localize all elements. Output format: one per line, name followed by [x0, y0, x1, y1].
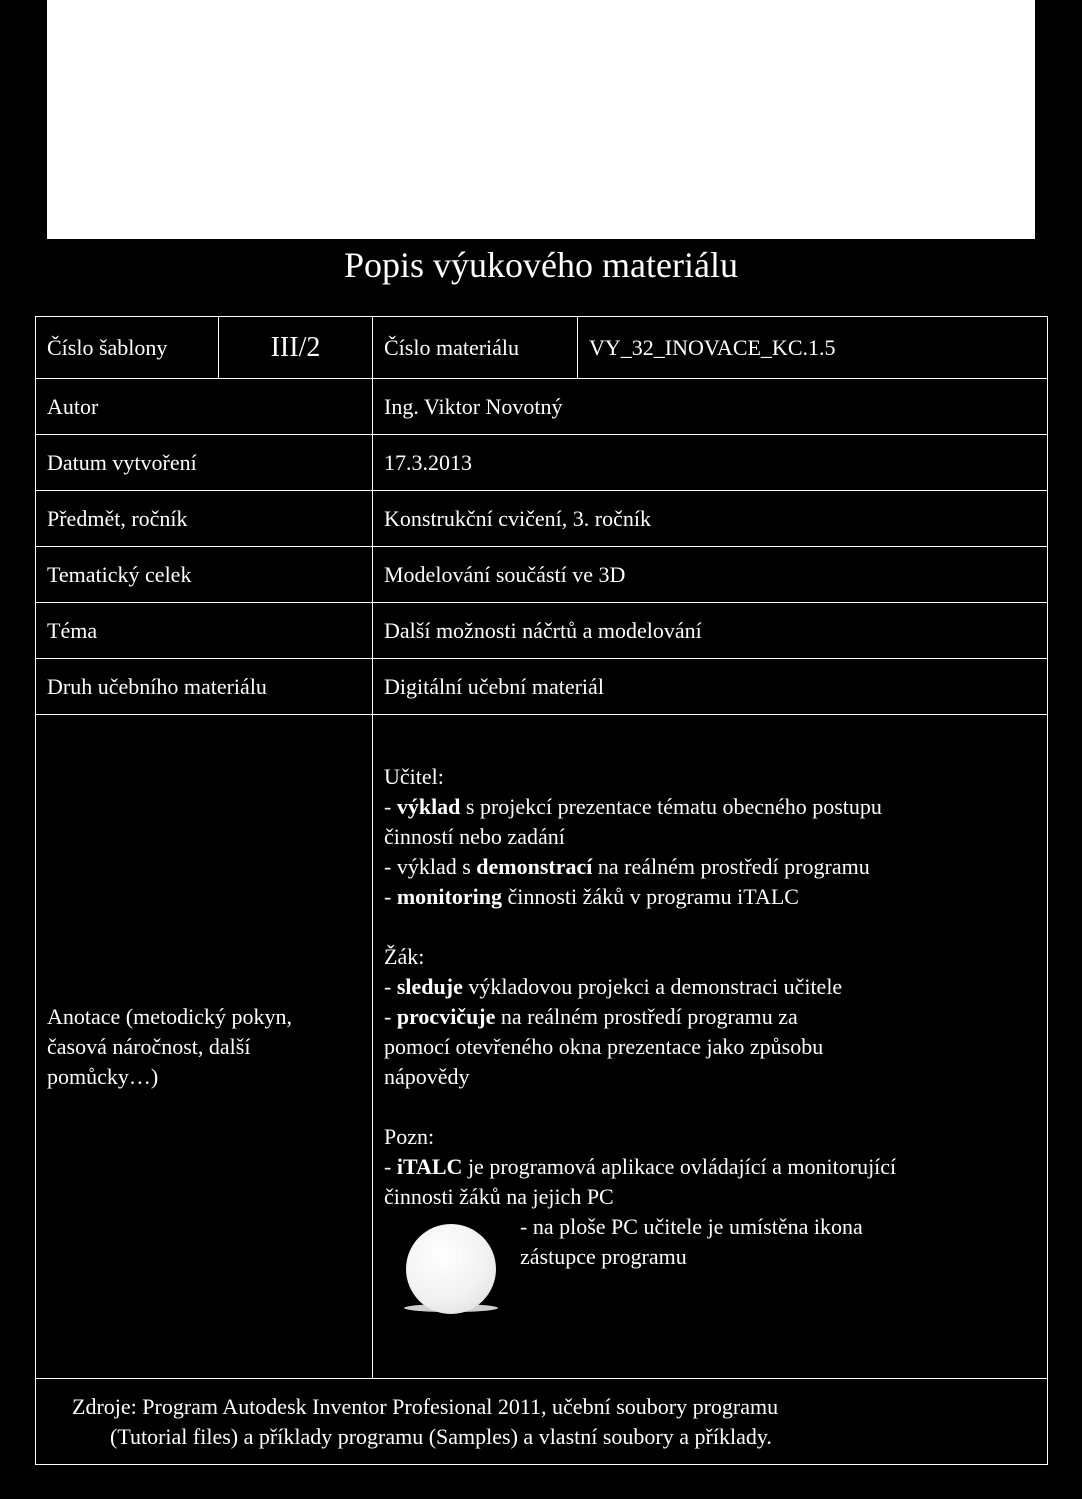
item-keyword: výklad: [396, 793, 461, 819]
student-item-continued: nápovědy: [384, 1063, 470, 1089]
item-keyword: procvičuje: [396, 1003, 496, 1029]
note-item: [384, 1152, 1036, 1182]
annotation-content: [373, 715, 1048, 1379]
item-text: s projekcí prezentace tématu obecného postupu: [460, 793, 882, 819]
student-heading: Žák:: [384, 943, 425, 969]
material-description-table: [35, 316, 1048, 1465]
table-row-template: [36, 317, 1048, 379]
student-item: [384, 972, 1036, 1002]
note-item: - na ploše PC učitele je umístěna ikona: [520, 1213, 863, 1239]
note-heading: Pozn:: [384, 1123, 435, 1149]
item-prefix: -: [384, 793, 397, 819]
student-item-continued: pomocí otevřeného okna prezentace jako způsobu: [384, 1033, 824, 1059]
row-label-subject: Předmět, ročník: [36, 491, 373, 547]
note-item-continued: zástupce programu: [520, 1243, 687, 1269]
item-text: na reálném prostředí programu: [592, 853, 870, 879]
item-text: výkladovou projekci a demonstraci učitele: [462, 973, 843, 999]
annotation-label-line: časová náročnost, další: [47, 1033, 251, 1059]
template-number-label: Číslo šablony: [36, 317, 219, 379]
student-item: [384, 1002, 1036, 1032]
sources-line: (Tutorial files) a příklady programu (Samples) a vlastní soubory a příklady.: [110, 1423, 772, 1449]
item-prefix: -: [384, 883, 397, 909]
item-text: na reálném prostředí programu za: [495, 1003, 798, 1029]
row-label-theme: Téma: [36, 603, 373, 659]
teacher-item-continued: činností nebo zadání: [384, 823, 565, 849]
row-label-material-type: Druh učebního materiálu: [36, 659, 373, 715]
sources-line: Zdroje: Program Autodesk Inventor Profesional 2011, učební soubory programu: [72, 1393, 779, 1419]
material-number-value: VY_32_INOVACE_KC.1.5: [578, 317, 1048, 379]
row-value-topic-unit: Modelování součástí ve 3D: [373, 547, 1048, 603]
table-row: [36, 659, 1048, 715]
table-row-sources: [36, 1379, 1048, 1465]
note-item-continued: činnosti žáků na jejich PC: [384, 1183, 614, 1209]
teacher-item: [384, 852, 1036, 882]
row-value-material-type: Digitální učební materiál: [373, 659, 1048, 715]
item-keyword: sleduje: [396, 973, 463, 999]
page-title: Popis výukového materiálu: [344, 245, 738, 285]
sources-cell: [36, 1379, 1048, 1465]
teacher-heading: Učitel:: [384, 763, 444, 789]
table-row: [36, 491, 1048, 547]
annotation-label: [36, 715, 373, 1379]
row-value-date: 17.3.2013: [373, 435, 1048, 491]
icon-note-block: [384, 1212, 1036, 1332]
table-row: [36, 379, 1048, 435]
row-label-author: Autor: [36, 379, 373, 435]
item-prefix: -: [384, 973, 397, 999]
item-text: je programová aplikace ovládající a monitorující: [462, 1153, 897, 1179]
row-value-subject: Konstrukční cvičení, 3. ročník: [373, 491, 1048, 547]
material-number-label: Číslo materiálu: [373, 317, 578, 379]
item-prefix: - výklad s: [384, 853, 477, 879]
item-keyword: iTALC: [396, 1153, 463, 1179]
row-value-author: Ing. Viktor Novotný: [373, 379, 1048, 435]
table-row: [36, 603, 1048, 659]
table-row: [36, 547, 1048, 603]
item-prefix: -: [384, 1003, 397, 1029]
teacher-item: [384, 792, 1036, 822]
spacer: [384, 912, 1036, 942]
teacher-item: [384, 882, 1036, 912]
spacer: [384, 1092, 1036, 1122]
header-image-area: [47, 0, 1035, 239]
italc-app-icon: [406, 1224, 496, 1314]
table-row-annotation: [36, 715, 1048, 1379]
table-row: [36, 435, 1048, 491]
annotation-label-line: Anotace (metodický pokyn,: [47, 1003, 292, 1029]
annotation-label-line: pomůcky…): [47, 1063, 159, 1089]
row-label-topic-unit: Tematický celek: [36, 547, 373, 603]
item-keyword: demonstrací: [476, 853, 593, 879]
item-text: činnosti žáků v programu iTALC: [501, 883, 799, 909]
row-label-date: Datum vytvoření: [36, 435, 373, 491]
template-number-value: III/2: [219, 317, 373, 379]
item-keyword: monitoring: [396, 883, 502, 909]
item-prefix: -: [384, 1153, 397, 1179]
icon-note-text: [520, 1212, 863, 1272]
row-value-theme: Další možnosti náčrtů a modelování: [373, 603, 1048, 659]
